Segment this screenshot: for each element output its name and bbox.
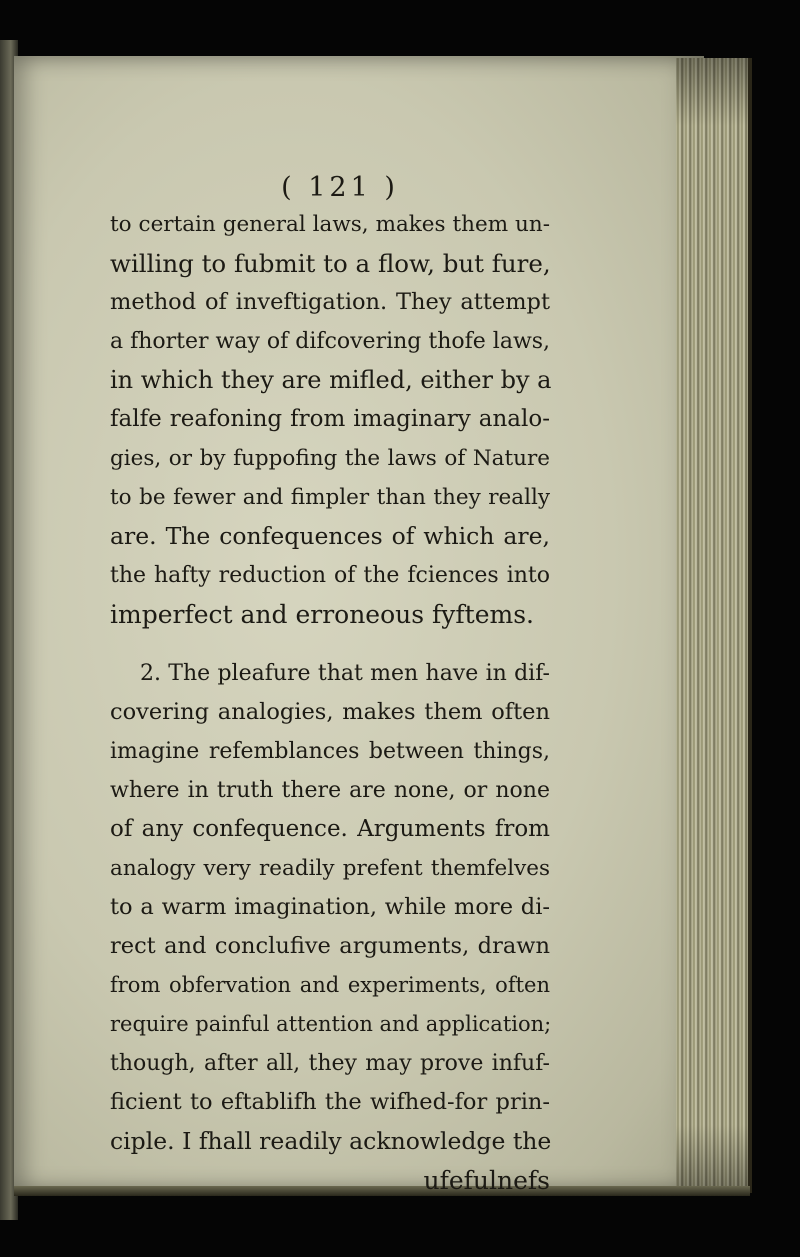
text-line: ciple. I fhall readily acknowledge the <box>110 1127 552 1155</box>
text-line: a fhorter way of difcovering thofe laws, <box>110 329 551 354</box>
text-line: from obfervation and experiments, often <box>110 973 550 997</box>
page-stack-shadow <box>676 58 748 1193</box>
text-line: to be fewer and fimpler than they really <box>110 485 550 510</box>
text-line: analogy very readily prefent themfelves <box>110 856 550 881</box>
paragraph-gap <box>110 634 550 654</box>
text-line: though, after all, they may prove infuf- <box>110 1051 550 1076</box>
text-line: require painful attention and application; <box>110 1012 552 1036</box>
text-line: willing to fubmit to a flow, but fure, <box>110 249 551 278</box>
text-line: rect and conclufive arguments, drawn <box>110 933 550 959</box>
text-line: in which they are mifled, either by a <box>110 366 552 394</box>
text-line: method of inveftigation. They attempt <box>110 289 550 315</box>
text-line: to certain general laws, makes them un- <box>110 212 550 237</box>
text-line: to a warm imagination, while more di- <box>110 894 550 920</box>
text-line: covering analogies, makes them often <box>110 699 550 725</box>
text-line: are. The confequences of which are, <box>110 522 550 550</box>
text-line: ficient to eftablifh the wifhed-for prin- <box>110 1089 550 1115</box>
page-number-header: ( 121 ) <box>281 172 399 203</box>
text-line: imperfect and erroneous fyftems. <box>110 600 534 629</box>
text-line: gies, or by fuppofing the laws of Nature <box>110 446 550 471</box>
paragraph-1 <box>110 205 550 634</box>
text-line: imagine refemblances between things, <box>110 739 550 764</box>
text-line: 2. The pleafure that men have in dif- <box>140 661 550 686</box>
catchword: ufefulnefs <box>423 1166 550 1195</box>
text-line: falfe reafoning from imaginary analo- <box>110 406 550 432</box>
paragraph-2 <box>110 654 550 1161</box>
text-line: of any confequence. Arguments from <box>110 816 550 842</box>
text-line: the hafty reduction of the fciences into <box>110 563 550 588</box>
page-text <box>110 168 550 1200</box>
text-line: where in truth there are none, or none <box>110 778 550 803</box>
